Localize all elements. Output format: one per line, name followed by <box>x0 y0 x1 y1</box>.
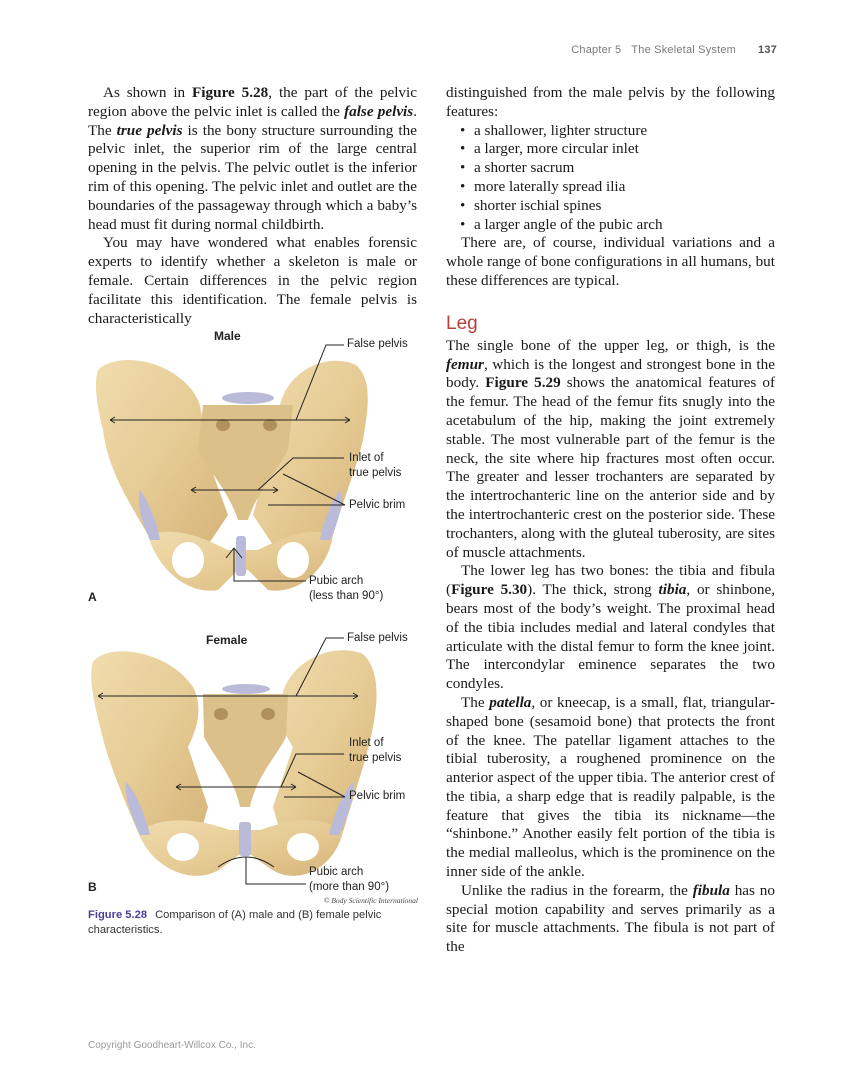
key-term: tibia <box>658 581 687 599</box>
paragraph-patella: The patella, or kneecap, is a small, flat, triangular-shaped bone (sesamoid bone) that protects the front of the knee. The patellar ligament attaches to the tibial tuberosity, a roughened prominence on the anterior aspect of the upper tibia. The anterior crest of the tibia, a sharp edge that is readily palpable, is the feature that gives the tibia its nickname—the “shinbone.” Another easily felt portion of the tibia is the medial malleolus, which is the prominence on the inner side of the ankle. <box>446 693 775 881</box>
list-item: • a larger, more circular inlet <box>460 140 775 159</box>
female-pelvis-features-list <box>446 122 775 235</box>
key-term: femur <box>446 355 484 373</box>
paragraph-distinguished: distinguished from the male pelvis by the following features: <box>446 84 775 120</box>
paragraph-forensic: You may have wondered what enables forensic experts to identify whether a skeleton is male or female. Certain differences in the pelvic region facilitate this identification. The female pelvis is characteristically <box>88 234 417 327</box>
list-item: • a larger angle of the pubic arch <box>460 216 775 235</box>
list-item: • shorter ischial spines <box>460 197 775 216</box>
key-term: fibula <box>692 881 730 899</box>
paragraph-pelvis-intro: As shown in Figure 5.28, the part of the pelvic region above the pelvic inlet is called the false pelvis. The true pelvis is the bony structure surrounding the pelvic inlet, the superior rim of the large central opening in the pelvis. The pelvic outlet is the inferior rim of this opening. The pelvic inlet and outlet are the boundaries of the passageway through which a baby’s head must fit during normal childbirth. <box>88 84 417 233</box>
figure-reference: Figure 5.30 <box>451 581 528 599</box>
label-pubic-arch-female: Pubic arch (more than 90°) <box>309 866 390 893</box>
label-false-pelvis-female: False pelvis <box>347 632 408 644</box>
label-pelvic-brim-female: Pelvic brim <box>349 790 406 802</box>
list-item: • more laterally spread ilia <box>460 178 775 197</box>
panel-b-title: Female <box>206 633 248 647</box>
paragraph-fibula: Unlike the radius in the forearm, the fibula has no special motion capability and serves primarily as a site for muscle attachments. The fibula is not part of the <box>446 881 775 956</box>
panel-letter-b: B <box>88 880 97 894</box>
label-inlet-female: Inlet of true pelvis <box>349 737 402 764</box>
panel-a-title: Male <box>214 329 241 343</box>
key-term: patella <box>489 693 532 711</box>
list-item: • a shorter sacrum <box>460 159 775 178</box>
label-pubic-arch-male: Pubic arch (less than 90°) <box>309 575 384 602</box>
paragraph-femur: The single bone of the upper leg, or thigh, is the femur, which is the longest and strongest bone in the body. Figure 5.29 shows the anatomical features of the femur. The head of the femur fits snugly into the acetabulum of the hip, making the joint extremely stable. The most vulnerable part of the femur is the neck, the site where hip fractures most often occur. The greater and lesser trochanters are separated by the intertrochanteric line on the anterior side and by the intertrochanteric crest on the posterior side. These trochanters, along with the gluteal tuberosity, are sites of muscle attachments. <box>446 336 776 561</box>
image-credit: © Body Scientific International <box>323 896 418 905</box>
left-column <box>88 84 417 328</box>
label-false-pelvis-male: False pelvis <box>347 338 408 350</box>
label-inlet-male: Inlet of true pelvis <box>349 452 402 479</box>
figure-5-28 <box>88 320 418 940</box>
running-head <box>571 44 777 56</box>
right-column <box>446 84 775 957</box>
caption-text: Comparison of (A) male and (B) female pelvic characteristics. <box>88 909 382 936</box>
paragraph-variations: There are, of course, individual variations and a whole range of bone configurations in all humans, but these differences are typical. <box>446 234 775 289</box>
paragraph-tibia: The lower leg has two bones: the tibia and fibula (Figure 5.30). The thick, strong tibia, or shinbone, bears most of the body’s weight. The proximal head of the tibia includes medial and lateral condyles that articulate with the distal femur to form the knee joint. The intercondylar eminence separates the two condyles. <box>446 562 775 693</box>
section-heading-leg: Leg <box>446 312 478 334</box>
footer-copyright: Copyright Goodheart-Willcox Co., Inc. <box>88 1040 256 1051</box>
panel-letter-a: A <box>88 590 97 604</box>
page-number: 137 <box>758 44 777 56</box>
female-pelvis-illustration <box>88 632 418 902</box>
list-item: • a shallower, lighter structure <box>460 122 775 141</box>
figure-caption <box>88 908 418 938</box>
chapter-number: Chapter 5 <box>571 44 622 56</box>
figure-reference: Figure 5.28 <box>192 84 269 101</box>
chapter-title: The Skeletal System <box>631 44 737 56</box>
label-pelvic-brim-male: Pelvic brim <box>349 499 406 511</box>
key-term: true pelvis <box>116 121 183 139</box>
key-term: false pelvis <box>344 102 414 120</box>
figure-reference: Figure 5.29 <box>485 374 561 392</box>
caption-number: Figure 5.28 <box>88 909 148 921</box>
